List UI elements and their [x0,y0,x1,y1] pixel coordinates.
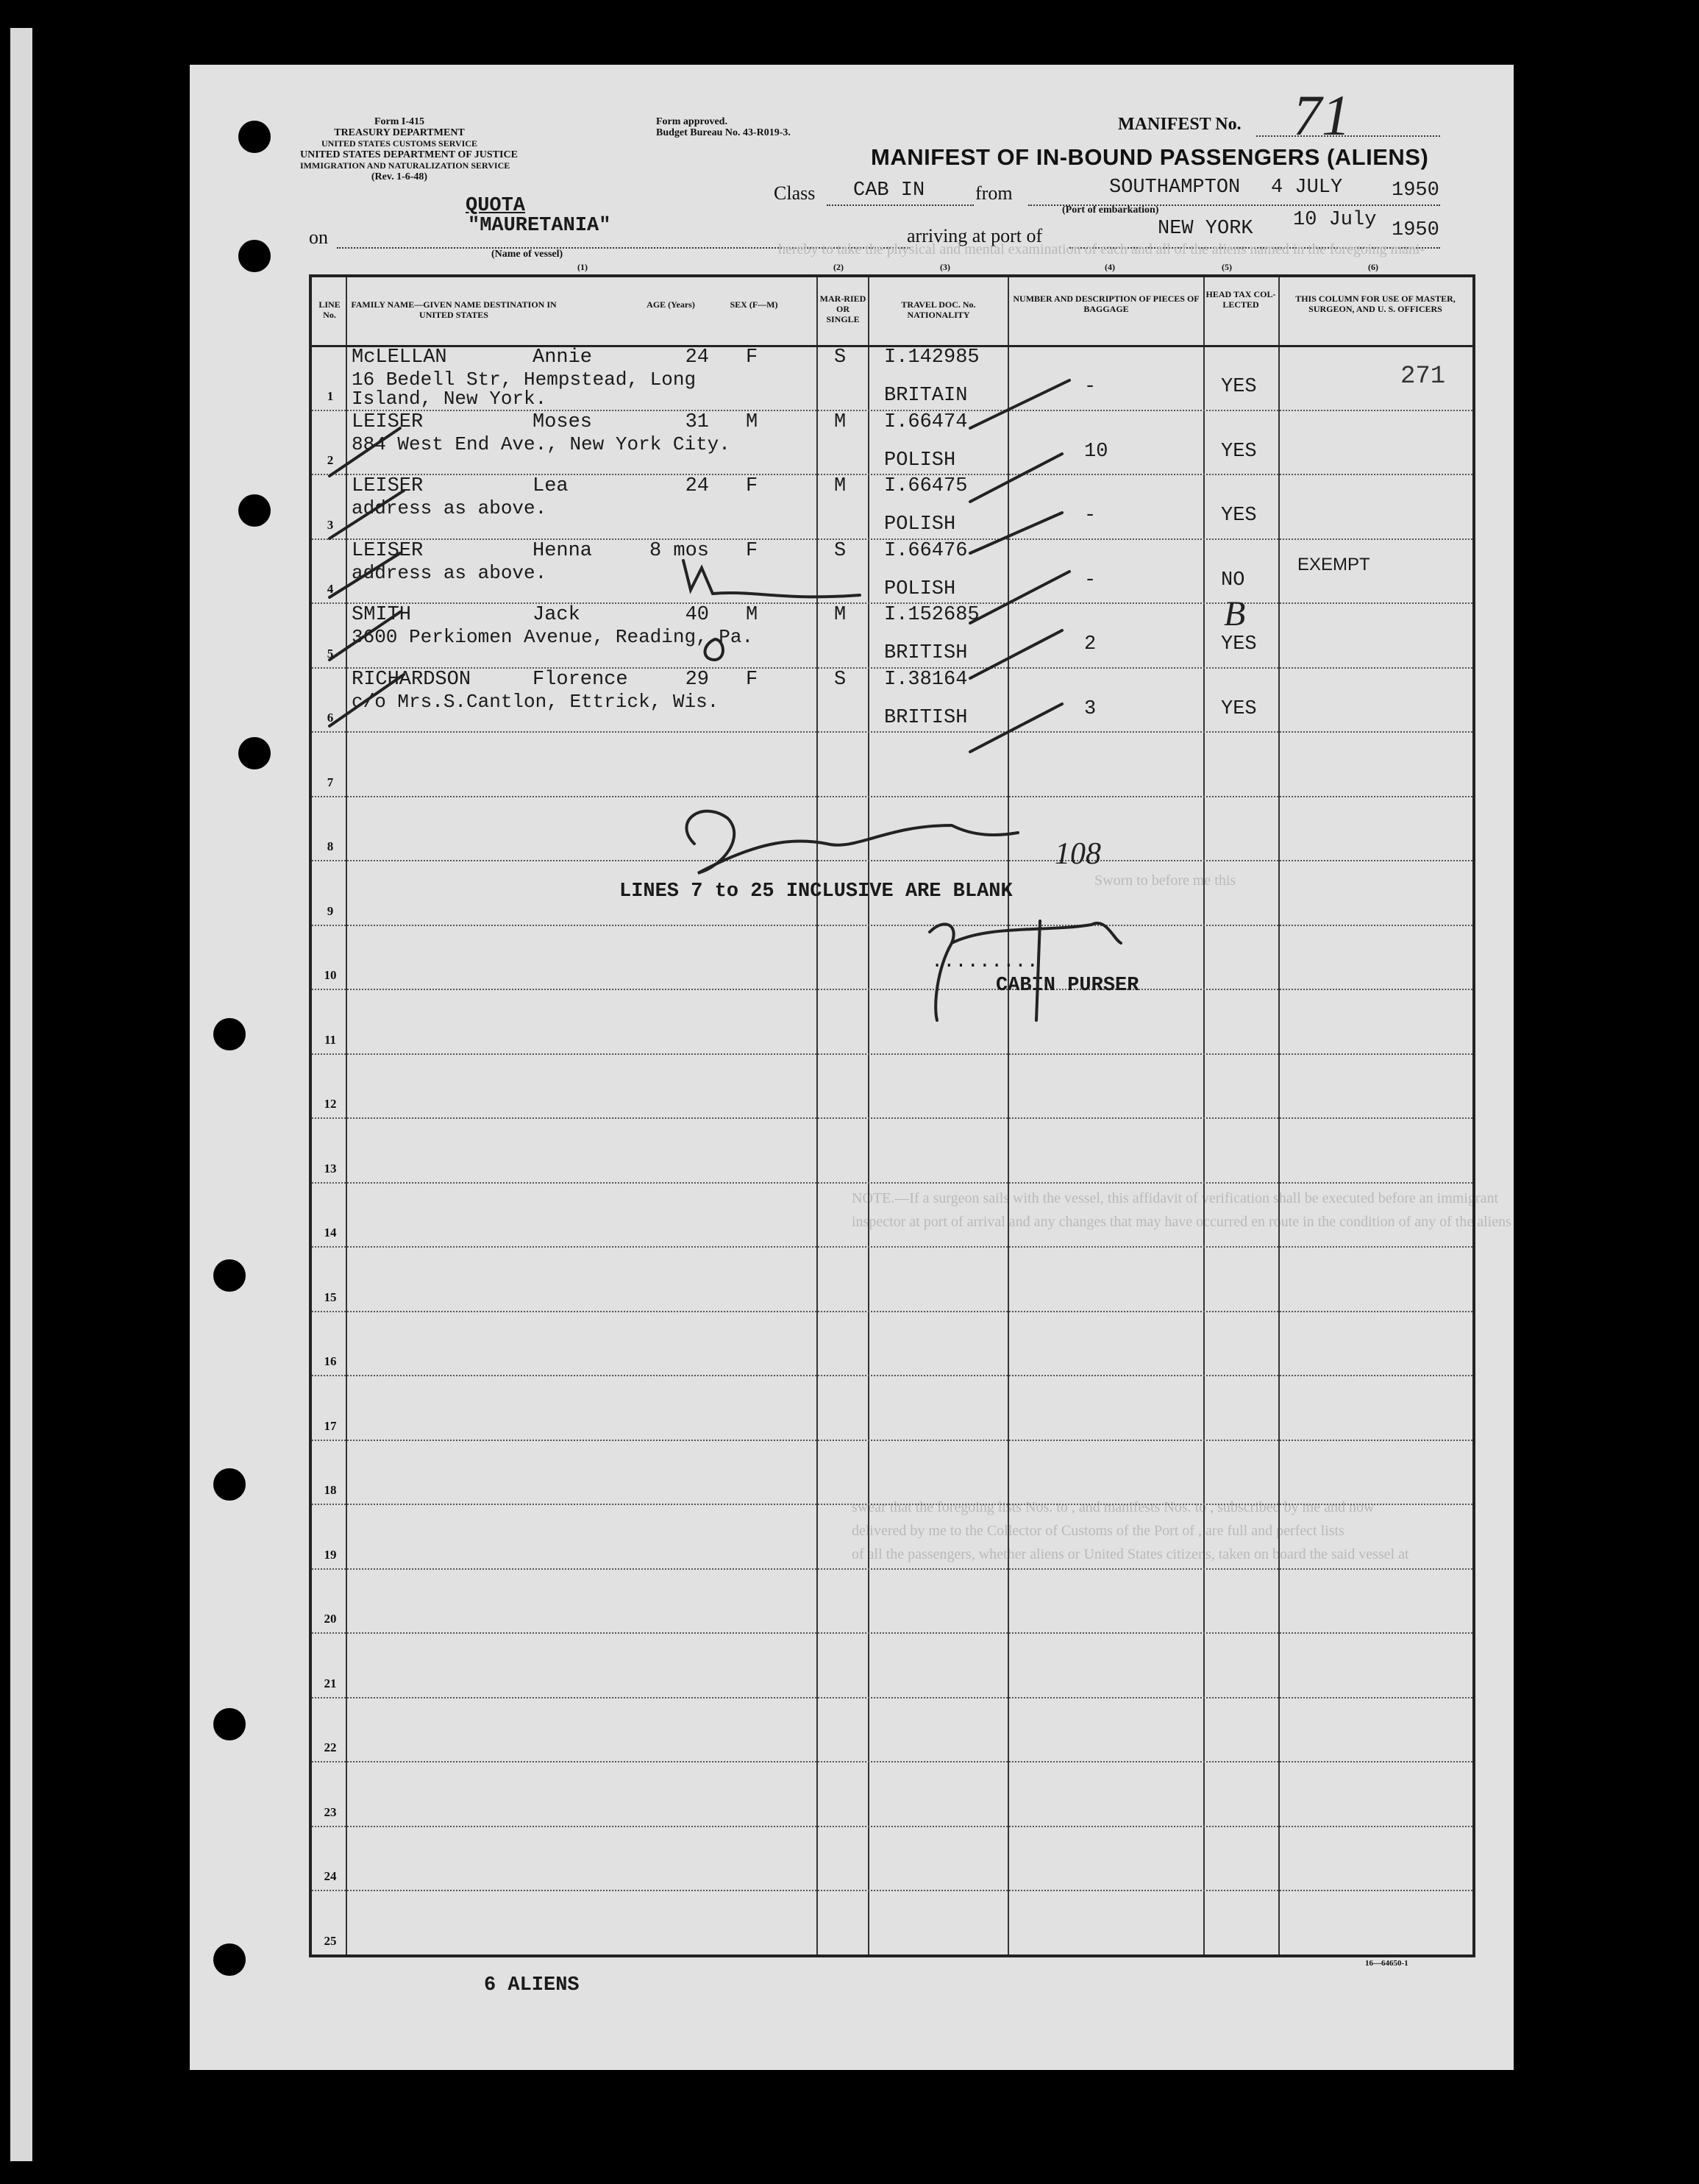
handwritten-b: B [1224,594,1246,633]
passenger-nationality: POLISH [884,449,956,472]
passenger-baggage: - [1084,376,1097,398]
handwritten-initial [683,561,860,597]
treasury-dept: TREASURY DEPARTMENT [334,127,465,138]
line-number: 22 [324,1740,337,1754]
passenger-sex: F [746,539,758,562]
arrival-port: NEW YORK [1158,218,1253,240]
header-age: AGE (Years) [647,299,695,310]
row-rule [312,1761,1472,1763]
bleed-through-text: inspector at port of arrival and any changes that may have occurred en route in the condition of any of the aliens [852,1214,1511,1230]
left-paper-edge [10,28,32,2161]
row-rule [312,1890,1472,1891]
departure-date: 4 JULY [1271,177,1343,199]
passenger-marital: M [834,410,847,433]
vessel-name: "MAURETANIA" [468,215,611,237]
handwritten-strokes [312,277,1472,1086]
check-mark [330,675,404,726]
passenger-baggage: 10 [1084,440,1108,463]
baggage-slash [970,454,1062,502]
line-number: 15 [324,1290,337,1304]
bleed-through-text: hereby to take the physical and mental examination of each and all of the aliens named in the foregoing mani- [778,241,1425,257]
line-number: 21 [324,1676,337,1690]
class-label: Class [774,182,816,204]
header-married: MAR-RIED OR SINGLE [819,294,866,324]
port-of-embarkation: SOUTHAMPTON [1109,177,1241,199]
blank-lines-notice: LINES 7 to 25 INCLUSIVE ARE BLANK [619,881,1013,903]
punch-hole [213,1468,246,1501]
passenger-sex: M [746,410,758,433]
line-number: 6 [327,711,334,725]
arrival-year: 1950 [1392,219,1439,241]
line-number: 18 [324,1483,337,1497]
punch-hole [238,494,271,527]
row-rule [312,1246,1472,1248]
bleed-through-text: NOTE.—If a surgeon sails with the vessel, this affidavit of verification shall be executed before an immigrant [852,1190,1499,1206]
total-aliens: 6 ALIENS [484,1974,580,1996]
line-number: 11 [324,1032,337,1047]
passenger-family-name: LEISER [352,475,424,497]
line-number: 12 [324,1097,337,1111]
from-label: from [975,182,1013,204]
passenger-marital: S [834,539,847,562]
row-rule [312,1826,1472,1827]
purser-signature [930,921,1121,1020]
row-rule [312,1632,1472,1634]
passenger-head-tax: NO [1221,569,1245,591]
passenger-sex: F [746,668,758,691]
baggage-slash [970,630,1062,678]
check-mark [330,428,400,476]
header-name: FAMILY NAME—GIVEN NAME DESTINATION IN UNITED STATES [351,299,557,320]
passenger-given-name: Lea [533,475,569,497]
check-mark [330,553,400,597]
budget-bureau: Budget Bureau No. 43-R019-3. [656,127,791,138]
revision: (Rev. 1-6-48) [371,171,428,182]
port-embark-caption: (Port of embarkation) [1062,204,1159,216]
passenger-family-name: RICHARDSON [352,668,471,691]
passenger-baggage: - [1084,569,1097,591]
handwritten-108: 108 [1055,837,1101,871]
passenger-travel-doc: I.66474 [884,410,968,433]
passenger-family-name: McLELLAN [352,346,447,369]
officer-note: EXEMPT [1297,554,1370,575]
passenger-marital: S [834,346,847,369]
passenger-family-name: LEISER [352,410,424,433]
header-sex: SEX (F—M) [730,299,778,310]
passenger-travel-doc: I.152685 [884,604,980,626]
row-rule [312,1117,1472,1119]
line-number: 1 [327,388,334,403]
passenger-nationality: BRITISH [884,706,968,729]
passenger-head-tax: YES [1221,633,1257,655]
line-number: 25 [324,1933,337,1948]
customs-service: UNITED STATES CUSTOMS SERVICE [321,138,477,149]
passenger-given-name: Moses [533,410,593,433]
punch-hole [213,1943,246,1976]
arrival-date: 10 July [1293,209,1377,231]
form-id: Form I-415 [374,116,425,127]
header-travel-doc: TRAVEL DOC. No. NATIONALITY [901,299,976,320]
punch-hole [238,737,271,769]
handwritten-initial [705,639,723,660]
manifest-sheet [190,65,1514,2070]
check-mark [330,612,400,660]
header-baggage: NUMBER AND DESCRIPTION OF PIECES OF BAGGAGE [1013,294,1200,314]
passenger-baggage: - [1084,505,1097,527]
passenger-address: address as above. [352,561,547,584]
baggage-slash [970,380,1069,428]
passenger-age: 29 [685,668,709,691]
row-rule [312,1504,1472,1505]
passenger-marital: M [834,475,847,497]
passenger-sex: F [746,346,758,369]
vessel-caption: (Name of vessel) [491,249,563,260]
line-number: 3 [327,517,334,532]
passenger-baggage: 3 [1084,697,1097,720]
header-officers: THIS COLUMN FOR USE OF MASTER, SURGEON, AND U. S. OFFICERS [1295,294,1456,314]
line-number: 16 [324,1354,337,1368]
line-number: 20 [324,1612,337,1626]
passenger-age: 31 [685,410,709,433]
punch-hole [213,1018,246,1050]
passenger-table [309,274,1475,1957]
purser-title: CABIN PURSER [996,975,1139,997]
line-number: 19 [324,1547,337,1562]
inspector-signature [686,811,1018,873]
row-rule [312,1311,1472,1312]
passenger-age: 24 [685,475,709,497]
passenger-sex: M [746,604,758,626]
manifest-no-value: 71 [1293,83,1350,147]
punch-hole [213,1259,246,1292]
header-line-no: LINE No. [318,299,341,320]
passenger-travel-doc: I.66476 [884,539,968,562]
row-rule [312,1568,1472,1570]
passenger-address: address as above. [352,497,547,519]
passenger-family-name: SMITH [352,604,412,626]
ins-service: IMMIGRATION AND NATURALIZATION SERVICE [300,160,510,171]
row-rule [312,1182,1472,1184]
passenger-given-name: Annie [533,346,593,369]
passenger-given-name: Florence [533,668,628,691]
manifest-no-label: MANIFEST No. [1118,115,1242,134]
passenger-nationality: BRITAIN [884,385,968,407]
passenger-given-name: Jack [533,604,580,626]
passenger-marital: M [834,604,847,626]
arriving-label: arriving at port of [907,225,1043,246]
passenger-address: 3600 Perkiomen Avenue, Reading, Pa. [352,626,754,648]
passenger-nationality: BRITISH [884,642,968,664]
class-underline [827,204,974,206]
passenger-address: c/o Mrs.S.Cantlon, Ettrick, Wis. [352,690,719,713]
col-num-1: (1) [577,262,588,272]
line-number: 14 [324,1226,337,1239]
line-number: 24 [324,1869,337,1883]
line-number: 5 [327,646,334,661]
bleed-through-text: of all the passengers, whether aliens or United States citizens, taken on board the said vessel at [852,1546,1409,1562]
passenger-nationality: POLISH [884,513,956,536]
passenger-family-name: LEISER [352,539,424,562]
row-rule [312,1375,1472,1376]
baggage-slash [970,704,1062,752]
col-num-2: (2) [833,262,844,272]
justice-dept: UNITED STATES DEPARTMENT OF JUSTICE [300,149,518,160]
line-number: 13 [324,1161,337,1175]
line-number: 17 [324,1418,337,1433]
passenger-address: 884 West End Ave., New York City. [352,433,730,455]
col-num-3: (3) [940,262,950,272]
passenger-address: 16 Bedell Str, Hempstead, Long Island, New York. [352,369,697,410]
passenger-head-tax: YES [1221,440,1257,463]
form-code: 16—64650-1 [1365,1959,1408,1968]
passenger-nationality: POLISH [884,577,956,600]
quota-label: QUOTA [466,195,526,217]
passenger-sex: F [746,475,758,497]
col-num-4: (4) [1105,262,1115,272]
officer-note: 271 [1400,363,1446,391]
col-num-5: (5) [1222,262,1232,272]
line-number: 2 [327,453,334,467]
line-number: 8 [327,839,334,853]
punch-hole [238,240,271,272]
form-header-block [300,116,518,182]
passenger-age: 40 [685,604,709,626]
form-approved: Form approved. [656,116,727,127]
passenger-age: 8 mos [649,539,709,562]
on-label: on [309,227,328,248]
passenger-baggage: 2 [1084,633,1097,655]
passenger-head-tax: YES [1221,505,1257,527]
form-approval [656,116,791,138]
punch-hole [213,1708,246,1740]
passenger-age: 24 [685,346,709,369]
purser-dots: ......... [931,951,1039,973]
passenger-marital: S [834,668,847,691]
passenger-travel-doc: I.66475 [884,475,968,497]
line-number: 4 [327,582,334,596]
baggage-slash [970,513,1062,553]
passenger-travel-doc: I.38164 [884,668,968,691]
baggage-slash [970,572,1069,623]
line-number: 23 [324,1804,337,1819]
manifest-title: MANIFEST OF IN-BOUND PASSENGERS (ALIENS) [871,144,1429,170]
line-number: 7 [327,775,334,789]
class-value: CAB IN [853,179,925,202]
passenger-head-tax: YES [1221,376,1257,398]
passenger-given-name: Henna [533,539,593,562]
row-rule [312,1440,1472,1441]
bleed-through-text: Sworn to before me this [1094,872,1236,889]
bleed-through-text: delivered by me to the Collector of Customs of the Port of , are full and perfect lists [852,1523,1344,1539]
header-head-tax: HEAD TAX COL-LECTED [1205,289,1276,310]
bleed-through-text: swear that the foregoing lists Nos. to , and manifests Nos. to , subscribed by me and now [852,1499,1375,1515]
col-num-6: (6) [1368,262,1378,272]
departure-year: 1950 [1392,179,1439,202]
punch-hole [238,121,271,153]
passenger-travel-doc: I.142985 [884,346,980,369]
line-number: 9 [327,903,334,918]
row-rule [312,1697,1472,1699]
passenger-head-tax: YES [1221,697,1257,720]
check-mark [330,491,404,538]
line-number: 10 [324,968,337,982]
